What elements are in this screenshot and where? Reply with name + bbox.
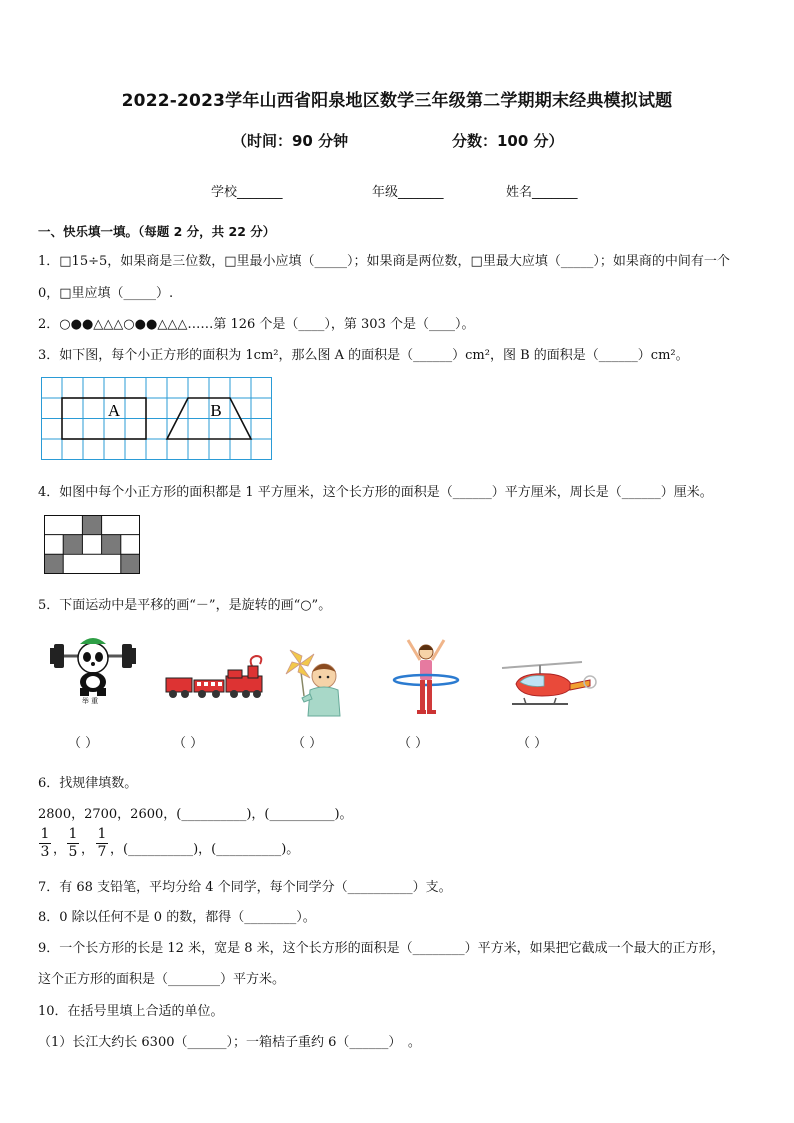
label-b: B bbox=[210, 401, 222, 420]
train-image bbox=[166, 656, 266, 702]
weightlifting-caption: 举 重 bbox=[81, 697, 99, 705]
question-9-line-1: 9．一个长方形的长是 12 米，宽是 8 米，这个长方形的面积是（________）平方米，如果把它截成一个最大的正方形， bbox=[38, 941, 725, 956]
q5-answer-1[interactable]: （ ） bbox=[68, 736, 99, 751]
girl-hula-hoop-image bbox=[390, 636, 462, 720]
question-6: 6．找规律填数。 bbox=[38, 776, 138, 791]
question-4: 4．如图中每个小正方形的面积都是 1 平方厘米，这个长方形的面积是（______）平方厘米，周长是（______）厘米。 bbox=[38, 485, 713, 500]
label-a: A bbox=[107, 401, 121, 420]
helicopter-image bbox=[496, 660, 598, 712]
question-3: 3．如下图，每个小正方形的面积为 1cm²，那么图 A 的面积是（______）cm²，图 B 的面积是（______）cm²。 bbox=[38, 348, 689, 363]
section-heading: 一、快乐填一填。（每题 2 分，共 22 分） bbox=[38, 224, 276, 239]
question-10: 10．在括号里填上合适的单位。 bbox=[38, 1004, 224, 1019]
fraction-1-5: $\frac{1}{5}$ bbox=[68, 826, 78, 860]
school-field: 学校_______ bbox=[211, 185, 283, 200]
question-1-line-2: 0，□里应填（_____）. bbox=[38, 286, 174, 301]
page-title: 2022-2023学年山西省阳泉地区数学三年级第二学期期末经典模拟试题 bbox=[121, 91, 673, 111]
fraction-separator-1: ， bbox=[53, 842, 67, 857]
grade-field: 年级_______ bbox=[372, 185, 444, 200]
q5-answer-4[interactable]: （ ） bbox=[398, 736, 429, 751]
exam-time: （时间：90 分钟 bbox=[232, 132, 349, 150]
question-10-part-1: （1）长江大约长 6300（______）；一箱桔子重约 6（______） 。 bbox=[38, 1035, 421, 1050]
question-7: 7．有 68 支铅笔，平均分给 4 个同学，每个同学分（__________）支。 bbox=[38, 880, 452, 895]
name-field: 姓名_______ bbox=[506, 185, 578, 200]
boy-with-pinwheel-image bbox=[284, 646, 344, 724]
question-1-line-1: 1．□15÷5，如果商是三位数，□里最小应填（_____）；如果商是两位数，□里最大应填（_____）；如果商的中间有一个 bbox=[38, 254, 730, 269]
weightlifting-panda-image bbox=[50, 630, 136, 706]
question-9-line-2: 这个正方形的面积是（________）平方米。 bbox=[38, 972, 286, 987]
block-figure-q4 bbox=[44, 515, 140, 574]
q5-answer-5[interactable]: （ ） bbox=[517, 736, 548, 751]
q5-answer-3[interactable]: （ ） bbox=[292, 736, 323, 751]
question-5: 5．下面运动中是平移的画“－”，是旋转的画“○”。 bbox=[38, 598, 332, 613]
q5-answer-2[interactable]: （ ） bbox=[173, 736, 204, 751]
question-6-line-2: ，(__________)，(__________)。 bbox=[110, 842, 300, 857]
fraction-1-3: $\frac{1}{3}$ bbox=[40, 826, 50, 860]
fraction-separator-2: ， bbox=[81, 842, 95, 857]
question-2: 2．○●●△△△○●●△△△……第 126 个是（____），第 303 个是（____）。 bbox=[38, 317, 475, 332]
question-6-line-1: 2800，2700，2600，(__________)，(__________)。 bbox=[38, 807, 353, 822]
fraction-1-7: $\frac{1}{7}$ bbox=[97, 826, 107, 860]
exam-score: 分数：100 分） bbox=[452, 132, 564, 150]
grid-figure-q3 bbox=[41, 377, 272, 460]
question-8: 8．0 除以任何不是 0 的数，都得（________）。 bbox=[38, 910, 316, 925]
